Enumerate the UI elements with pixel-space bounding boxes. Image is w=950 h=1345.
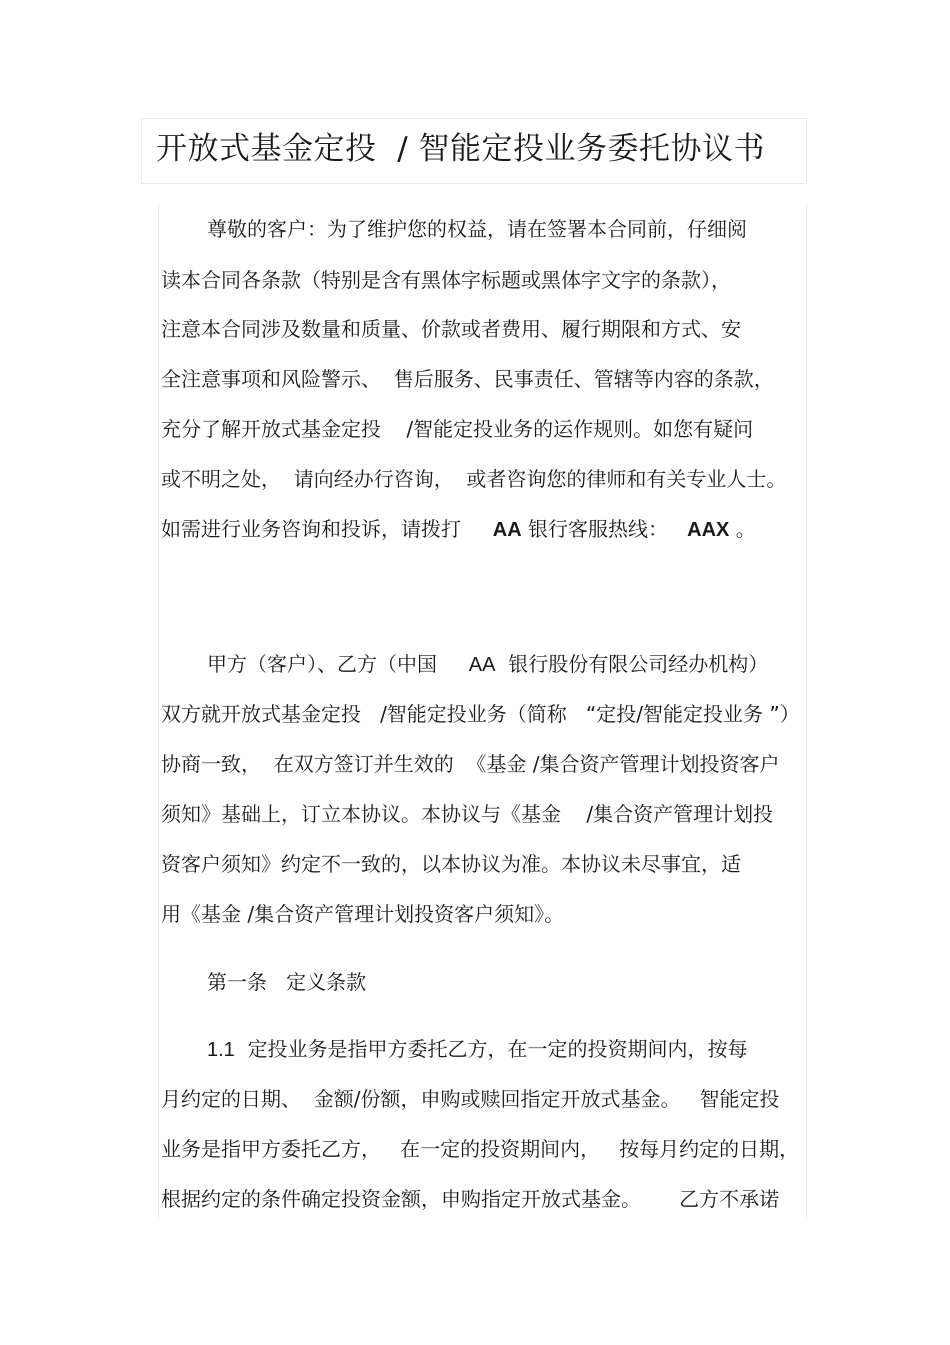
preamble-line-1 [207, 651, 768, 678]
notice-line-7 [161, 516, 756, 543]
clause-1-1-text: 定投业务是指甲方委托乙方，在一定的投资期间内，按每 [234, 1037, 748, 1061]
preamble-line-5: 资客户须知》约定不一致的，以本协议为准。本协议未尽事宜，适 [161, 852, 741, 876]
preamble-line-2: 双方就开放式基金定投 /智能定投业务（简称 “定投/智能定投业务 ”） [161, 702, 800, 726]
preamble-line-4: 须知》基础上，订立本协议。本协议与《基金 /集合资产管理计划投 [161, 802, 774, 826]
clause-number: 1.1 [207, 1039, 235, 1061]
clause-1-1-line-2: 月约定的日期、 金额/份额，申购或赎回指定开放式基金。 智能定投 [161, 1087, 780, 1111]
preamble-parties-prefix: 甲方（客户）、乙方（中国 [207, 652, 469, 676]
clause-1-1-line-1 [207, 1036, 748, 1063]
notice-hotline-prefix: 如需进行业务咨询和投诉，请拨打 [161, 517, 493, 541]
title-box [141, 118, 807, 184]
preamble-line-6: 用《基金 /集合资产管理计划投资客户须知》。 [161, 902, 565, 926]
notice-line-3: 注意本合同涉及数量和质量、价款或者费用、履行期限和方式、安 [161, 317, 741, 341]
clause-1-1-line-4: 根据约定的条件确定投资金额，申购指定开放式基金。 乙方不承诺 [161, 1187, 780, 1211]
notice-line-2: 读本合同各条款（特别是含有黑体字标题或黑体字文字的条款）， [161, 268, 731, 292]
notice-line-1: 尊敬的客户：为了维护您的权益，请在签署本合同前，仔细阅 [207, 217, 747, 241]
preamble-bank-name: AA [468, 654, 496, 676]
document-title: 开放式基金定投 / 智能定投业务委托协议书 [156, 131, 766, 167]
notice-hotline-label: 银行客服热线： [521, 517, 688, 541]
clause-1-1-line-3: 业务是指甲方委托乙方， 在一定的投资期间内， 按每月约定的日期， [161, 1137, 800, 1161]
notice-line-5: 充分了解开放式基金定投 /智能定投业务的运作规则。如您有疑问 [161, 417, 754, 441]
notice-hotline-suffix: 。 [729, 517, 756, 541]
preamble-parties-suffix: 银行股份有限公司经办机构） [495, 652, 769, 676]
notice-bank-name: AA [492, 519, 522, 541]
notice-hotline-number: AAX [687, 519, 730, 541]
notice-line-6: 或不明之处， 请向经办行咨询， 或者咨询您的律师和有关专业人士。 [161, 467, 787, 491]
article-1-heading: 第一条 定义条款 [207, 970, 367, 994]
preamble-line-3: 协商一致， 在双方签订并生效的 《基金 /集合资产管理计划投资客户 [161, 752, 780, 776]
notice-line-4: 全注意事项和风险警示、 售后服务、民事责任、管辖等内容的条款， [161, 367, 774, 391]
